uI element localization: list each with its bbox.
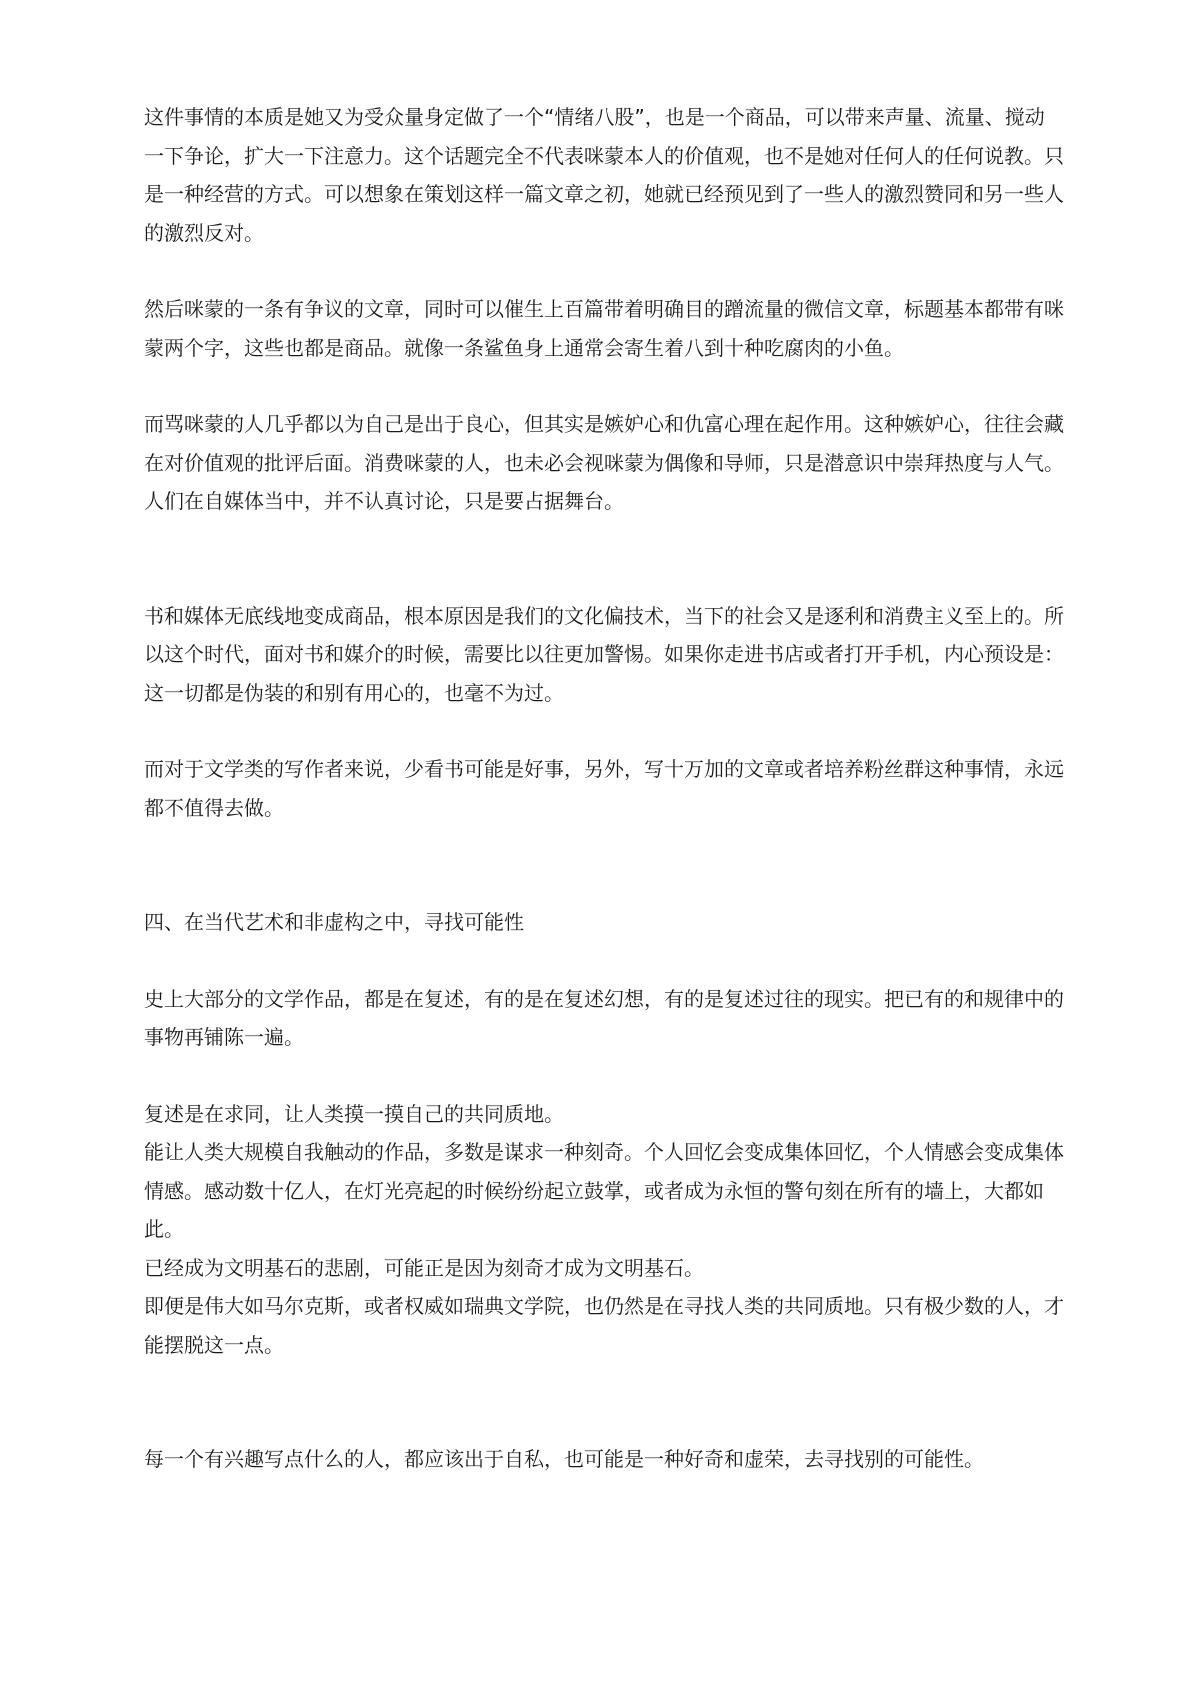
paragraph-2: 然后咪蒙的一条有争议的文章，同时可以催生上百篇带着明确目的蹭流量的微信文章，标题基本都带有咪蒙两个字，这些也都是商品。就像一条鲨鱼身上通常会寄生着八到十种吃腐肉的小鱼。	[144, 297, 1064, 360]
paragraph-8: 复述是在求同，让人类摸一摸自己的共同质地。	[144, 1101, 564, 1126]
paragraph-9: 能让人类大规模自我触动的作品，多数是谋求一种刻奇。个人回忆会变成集体回忆，个人情感会变成集体情感。感动数十亿人，在灯光亮起的时候纷纷起立鼓掌，或者成为永恒的警句刻在所有的墙上，大都如此。	[144, 1140, 1064, 1241]
paragraph-6: 而对于文学类的写作者来说，少看书可能是好事，另外，写十万加的文章或者培养粉丝群这种事情，永远都不值得去做。	[144, 757, 1064, 820]
paragraph-7: 史上大部分的文学作品，都是在复述，有的是在复述幻想，有的是复述过往的现实。把已有的和规律中的事物再铺陈一遍。	[144, 986, 1064, 1049]
paragraph-3: 而骂咪蒙的人几乎都以为自己是出于良心，但其实是嫉妒心和仇富心理在起作用。这种嫉妒心，往往会藏在对价值观的批评后面。消费咪蒙的人，也未必会视咪蒙为偶像和导师，只是潜意识中崇拜热度与人气。	[144, 412, 1064, 475]
paragraph-4: 人们在自媒体当中，并不认真讨论，只是要占据舞台。	[144, 489, 624, 513]
document-body	[144, 98, 1064, 1479]
paragraph-5: 书和媒体无底线地变成商品，根本原因是我们的文化偏技术，当下的社会又是逐利和消费主义至上的。所以这个时代，面对书和媒介的时候，需要比以往更加警惕。如果你走进书店或者打开手机，内心预设是：这一切都是伪装的和别有用心的，也毫不为过。	[144, 603, 1064, 705]
section-heading: 四、在当代艺术和非虚构之中，寻找可能性	[144, 910, 524, 934]
paragraph-1: 这件事情的本质是她又为受众量身定做了一个“情绪八股”，也是一个商品，可以带来声量、流量、搅动一下争论，扩大一下注意力。这个话题完全不代表咪蒙本人的价值观，也不是她对任何人的任何说教。只是一种经营的方式。可以想象在策划这样一篇文章之初，她就已经预见到了一些人的激烈赞同和另一些人的激烈反对。	[144, 105, 1064, 245]
paragraph-12: 每一个有兴趣写点什么的人，都应该出于自私，也可能是一种好奇和虚荣，去寻找别的可能性。	[144, 1447, 984, 1471]
paragraph-11: 即便是伟大如马尔克斯，或者权威如瑞典文学院，也仍然是在寻找人类的共同质地。只有极少数的人，才能摆脱这一点。	[144, 1294, 1064, 1357]
paragraph-10: 已经成为文明基石的悲剧，可能正是因为刻奇才成为文明基石。	[144, 1255, 704, 1280]
